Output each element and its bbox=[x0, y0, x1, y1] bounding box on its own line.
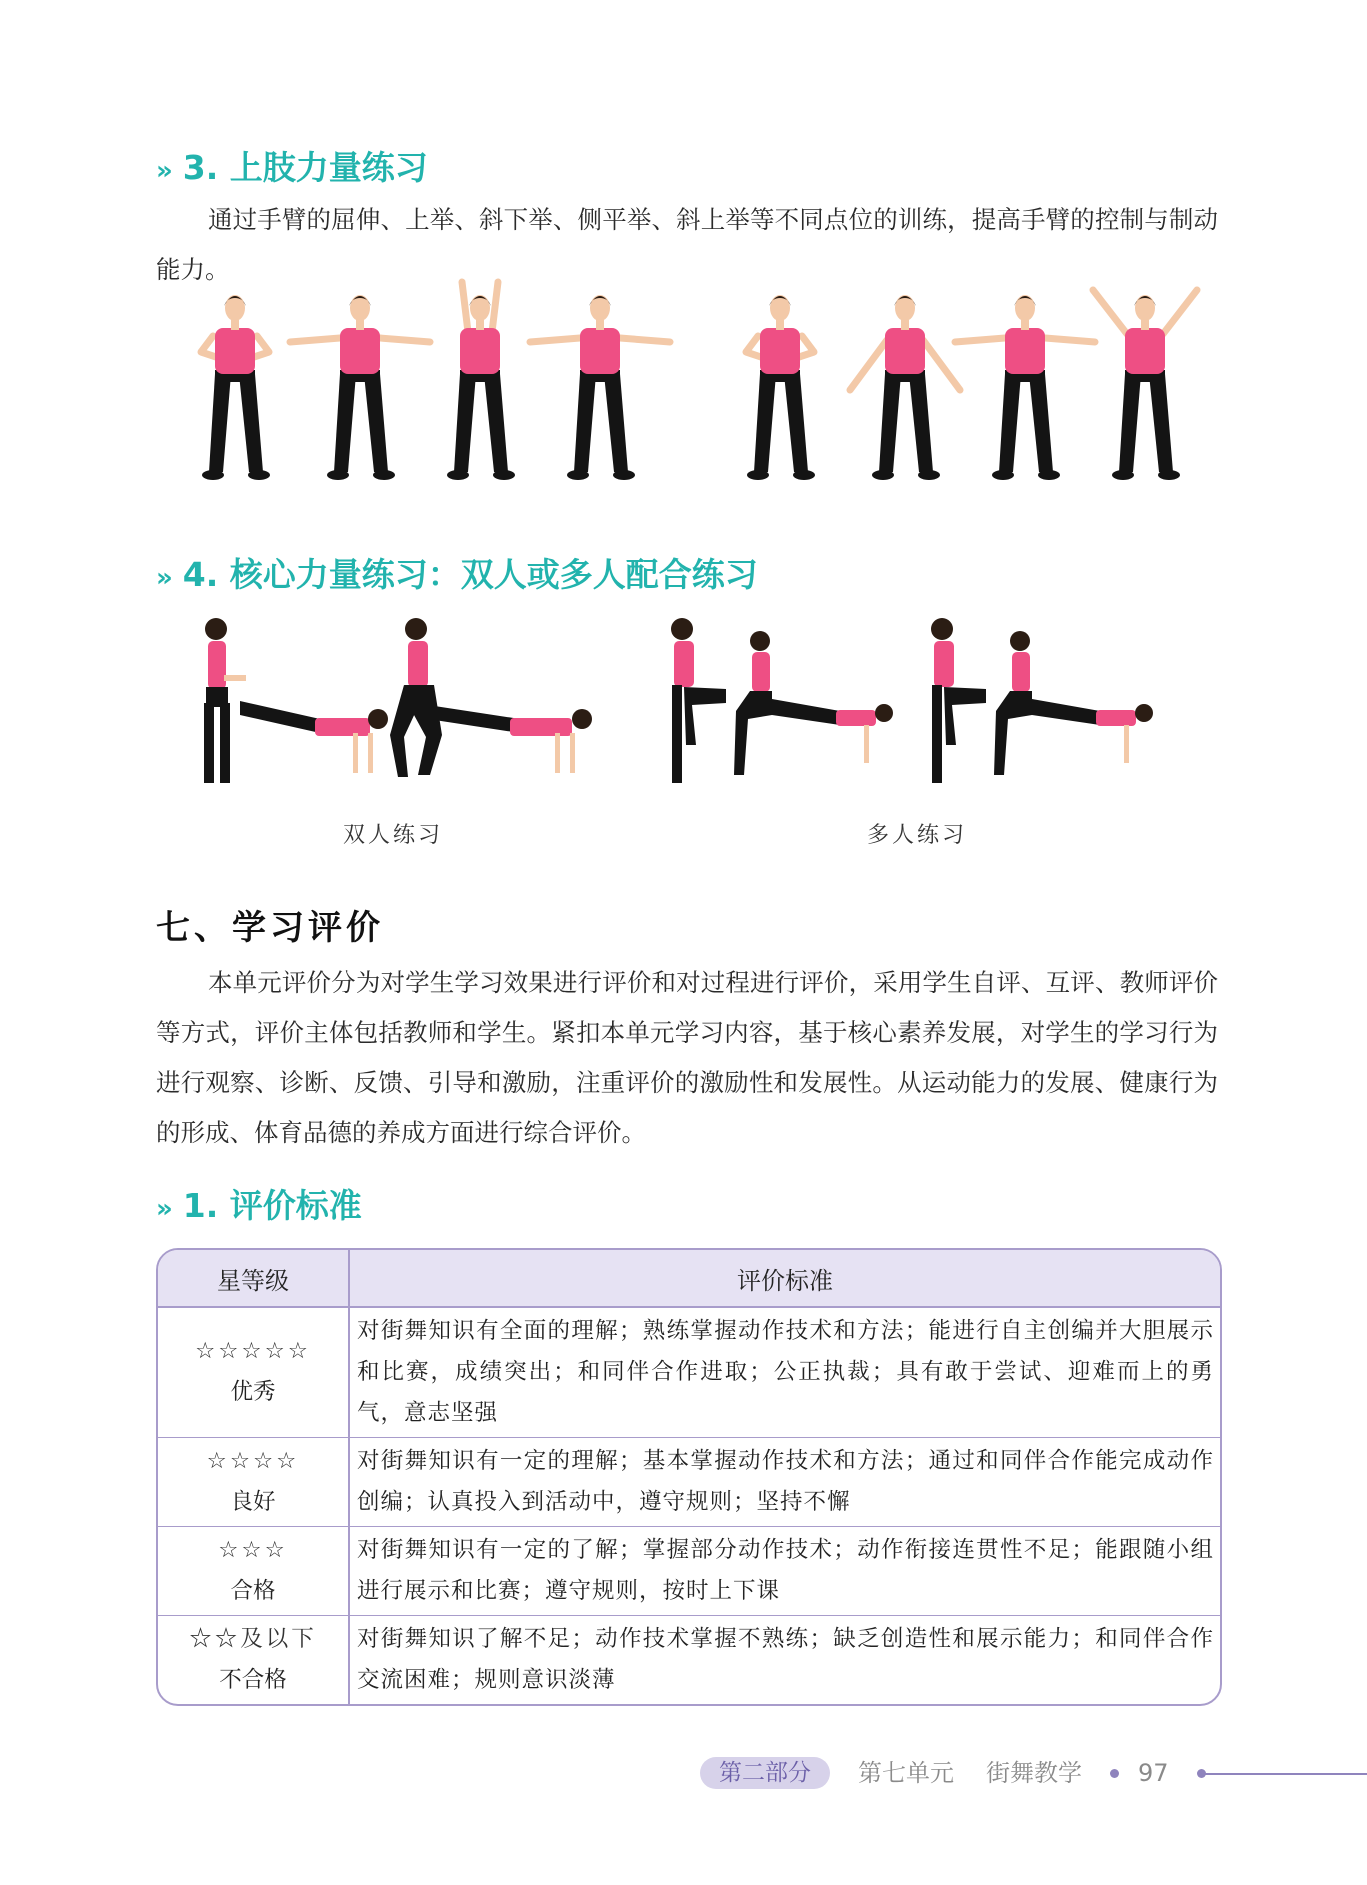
grade-cell bbox=[158, 1307, 349, 1437]
footer-topic: 街舞教学 bbox=[986, 1759, 1082, 1787]
grade-cell bbox=[158, 1437, 349, 1526]
criteria-cell: 对街舞知识有一定的理解；基本掌握动作技术和方法；通过和同伴合作能完成动作创编；认真投入到活动中，遵守规则；坚持不懈 bbox=[349, 1437, 1220, 1526]
standing-holder-figure bbox=[204, 618, 246, 783]
grade-label: 合格 bbox=[230, 1577, 276, 1604]
chapter-paragraph: 本单元评价分为对学生学习效果进行评价和对过程进行评价，采用学生自评、互评、教师评价等方式，评价主体包括教师和学生。紧扣本单元学习内容，基于核心素养发展，对学生的学习行为进行观察、诊断、反馈、引导和激励，注重评价的激励性和发展性。从运动能力的发展、健康行为的形成、体育品德的养成方面进行综合评价。 bbox=[156, 968, 1218, 1147]
group-practice-photos bbox=[660, 615, 1180, 800]
criteria-cell: 对街舞知识有一定的了解；掌握部分动作技术；动作衔接连贯性不足；能跟随小组进行展示和比赛；遵守规则，按时上下课 bbox=[349, 1526, 1220, 1615]
section-3-title-text: 3. 上肢力量练习 bbox=[182, 148, 428, 187]
section-3-title bbox=[156, 142, 428, 189]
table-row bbox=[158, 1526, 1220, 1615]
section-4-title bbox=[156, 549, 758, 596]
table-row bbox=[158, 1615, 1220, 1704]
evaluation-table bbox=[156, 1248, 1222, 1706]
part-badge: 第二部分 bbox=[700, 1757, 830, 1789]
plank-figure-2 bbox=[428, 705, 592, 773]
header-star-level: 星等级 bbox=[158, 1250, 349, 1307]
group-practice-illustration bbox=[660, 615, 1180, 800]
criteria-cell: 对街舞知识有全面的理解；熟练掌握动作技术和方法；能进行自主创编并大胆展示和比赛，成绩突出；和同伴合作进取；公正执裁；具有敢于尝试、迎难而上的勇气，意志坚强 bbox=[349, 1307, 1220, 1437]
grade-cell bbox=[158, 1615, 349, 1704]
group-figure-set-2 bbox=[931, 618, 1153, 783]
group-practice-caption: 多人练习 bbox=[867, 823, 968, 848]
pair-practice-caption: 双人练习 bbox=[343, 823, 444, 848]
table-row bbox=[158, 1307, 1220, 1437]
header-criteria: 评价标准 bbox=[349, 1250, 1220, 1307]
grade-label: 优秀 bbox=[230, 1379, 276, 1406]
pair-practice-photos bbox=[190, 615, 610, 800]
star-rating-icon: ☆☆☆☆ bbox=[206, 1447, 300, 1474]
pair-practice-illustration bbox=[190, 615, 610, 800]
upper-limb-photo-strip bbox=[160, 302, 1220, 517]
pose-figure-side-raise bbox=[525, 272, 675, 482]
chevron-marker-icon: » bbox=[156, 1194, 173, 1224]
footer-rule bbox=[1204, 1773, 1367, 1775]
section-3-paragraph: 通过手臂的屈伸、上举、斜下举、侧平举、斜上举等不同点位的训练，提高手臂的控制与制动能力。 bbox=[156, 205, 1218, 284]
chevron-marker-icon: » bbox=[156, 156, 173, 186]
star-rating-icon: ☆☆及以下 bbox=[189, 1625, 317, 1652]
grade-label: 不合格 bbox=[219, 1666, 287, 1693]
pose-figure-diagonal-up bbox=[1070, 272, 1220, 482]
criteria-cell: 对街舞知识了解不足；动作技术掌握不熟练；缺乏创造性和展示能力；和同伴合作交流困难；规则意识淡薄 bbox=[349, 1615, 1220, 1704]
table-header-row bbox=[158, 1250, 1220, 1307]
chapter-title: 七、学习评价 bbox=[156, 908, 384, 948]
section-1-title-text: 1. 评价标准 bbox=[182, 1186, 362, 1225]
page-number: 97 bbox=[1138, 1759, 1169, 1787]
star-rating-icon: ☆☆☆ bbox=[218, 1536, 288, 1563]
grade-label: 良好 bbox=[230, 1488, 276, 1515]
footer-dot-icon bbox=[1110, 1769, 1119, 1778]
grade-cell bbox=[158, 1526, 349, 1615]
footer-unit: 第七单元 bbox=[858, 1759, 954, 1787]
squatting-holder-figure bbox=[390, 618, 442, 777]
chevron-marker-icon: » bbox=[156, 563, 173, 593]
table-row bbox=[158, 1437, 1220, 1526]
group-figure-set-1 bbox=[671, 618, 893, 783]
page-footer bbox=[700, 1757, 1367, 1793]
star-rating-icon: ☆☆☆☆☆ bbox=[195, 1338, 311, 1365]
plank-figure bbox=[240, 701, 388, 773]
section-4-title-text: 4. 核心力量练习：双人或多人配合练习 bbox=[182, 555, 758, 594]
section-1-title bbox=[156, 1180, 362, 1227]
